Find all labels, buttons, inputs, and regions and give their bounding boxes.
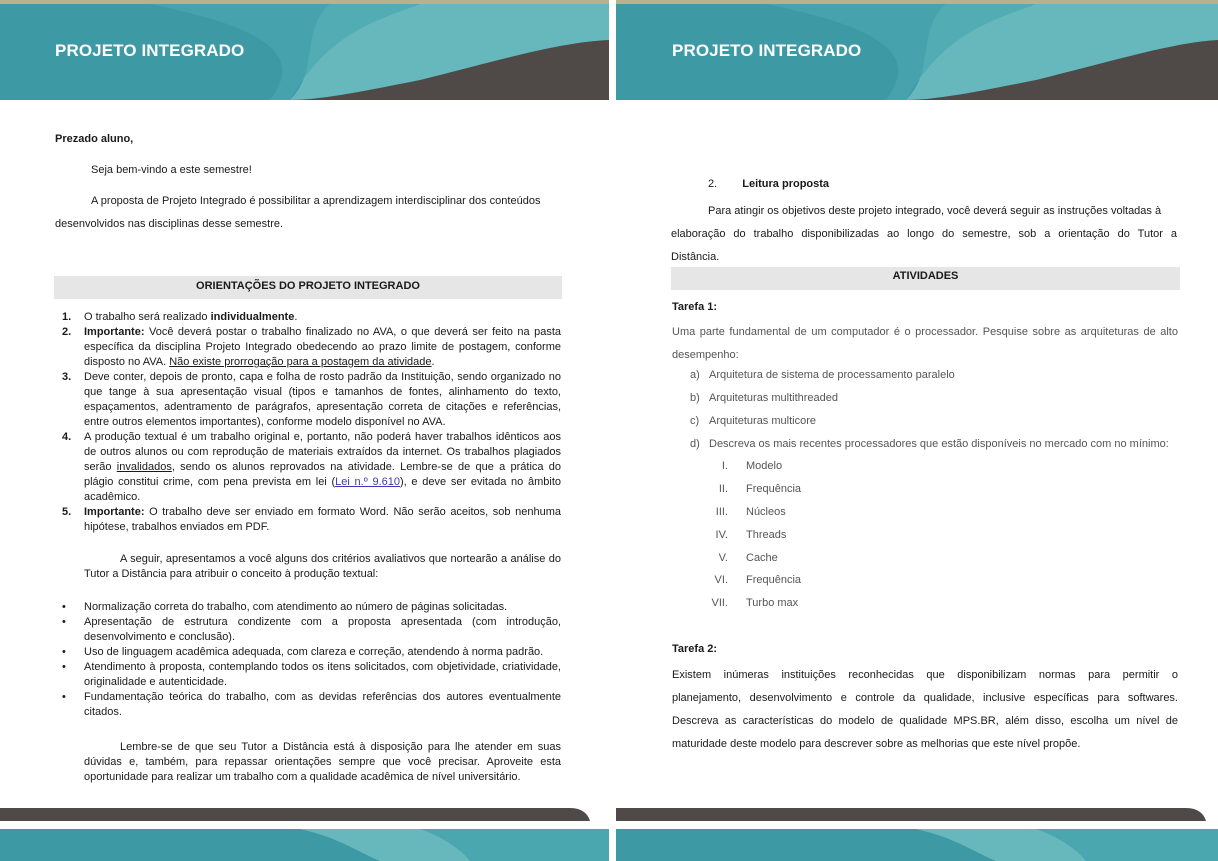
- task-2-description: Existem inúmeras instituições reconhecidas que disponibilizam normas para permitir o planejamento, desenvolvimento e controle da qualidade, inclusive específicas para softwares. Descreva as características do modelo de qualidade MPS.BR, além disso, escolha um nível de maturidade deste modelo para descrever sobre as melhorias que este nível propõe.: [672, 669, 1178, 750]
- subitem-text: Cache: [746, 552, 778, 564]
- criteria-item: • Fundamentação teórica do trabalho, com as devidas referências dos autores eventualmente citados.: [54, 690, 561, 720]
- option-text: Descreva os mais recentes processadores que estão disponíveis no mercado com no mínimo:: [709, 438, 1169, 450]
- subitem-text: Turbo max: [746, 597, 799, 609]
- subitem-mark: I.: [721, 460, 728, 472]
- section-title: Leitura proposta: [742, 178, 830, 190]
- activities-title: ATIVIDADES: [892, 270, 959, 282]
- law-link[interactable]: Lei n.º 9.610: [335, 476, 400, 488]
- closing-paragraph: Lembre-se de que seu Tutor a Distância está à disposição para lhe atender em suas dúvidas e, também, para repassar orientações sempre que você precisar. Aproveite esta oportunidade para realizar um trabalho com a qualidade acadêmica de nível universitário.: [84, 741, 561, 783]
- section-number: 2.: [708, 178, 718, 190]
- header-title: PROJETO INTEGRADO: [55, 41, 245, 60]
- intro-line-2: desenvolvidos nas disciplinas desse semestre.: [55, 218, 284, 230]
- letter-intro: [55, 132, 561, 232]
- task-1-title: Tarefa 1:: [672, 301, 718, 313]
- orientation-item: 3. Deve conter, depois de pronto, capa e folha de rosto padrão da Instituição, sendo organizado no que tange à sua apresentação visual (tipos e tamanhos de fontes, alinhamento do texto, espaçamentos, adentramento de parágrafos, apresentação correta de citações e referências, entre outros elementos importantes), conforme modelo disponível no AVA.: [62, 371, 561, 428]
- page-header-banner: [0, 0, 609, 100]
- subitem-text: Frequência: [746, 483, 802, 495]
- subitem-text: Modelo: [746, 460, 783, 472]
- orientation-item: 4. A produção textual é um trabalho original e, portanto, não poderá haver trabalhos idênticos aos de outros alunos ou com reprodução de materiais extraídos da internet. Os trabalhos plagiados serão invalidados, sendo os alunos reprovados na atividade. Lembre-se de que a prática do plágio constitui crime, com pena prevista em lei (Lei n.º 9.610), e deve ser evitada no âmbito acadêmico.: [62, 431, 562, 503]
- task-2-title: Tarefa 2:: [672, 643, 718, 655]
- criteria-list: [54, 600, 561, 720]
- orientation-item: 1. O trabalho será realizado individualmente.: [62, 311, 298, 323]
- task-2: [672, 642, 1178, 657]
- option-text: Arquiteturas multithreaded: [709, 392, 839, 404]
- option-text: Arquitetura de sistema de processamento paralelo: [709, 369, 955, 381]
- greeting: Prezado aluno,: [55, 133, 134, 145]
- reading-paragraph: Para atingir os objetivos deste projeto integrado, você deverá seguir as instruções voltadas à elaboração do trabalho disponibilizadas ao longo do semestre, sob a orientação do Tutor a Distância.: [671, 205, 1177, 263]
- page-footer-banner: [0, 808, 609, 861]
- criteria-intro: A seguir, apresentamos a você alguns dos critérios avaliativos que nortearão a análise do Tutor a Distância para atribuir o conceito à produção textual:: [84, 553, 561, 580]
- subitem-text: Threads: [746, 529, 787, 541]
- criteria-item: • Normalização correta do trabalho, com atendimento ao número de páginas solicitadas.: [54, 600, 561, 615]
- subitem-mark: II.: [718, 483, 728, 495]
- subitem-text: Núcleos: [746, 506, 786, 518]
- footer-wave-graphic: [616, 808, 1218, 861]
- subitem-mark: VI.: [714, 574, 728, 586]
- criteria-item: • Apresentação de estrutura condizente com a proposta apresentada (com introdução, desenvolvimento e conclusão).: [54, 615, 561, 645]
- welcome-line: Seja bem-vindo a este semestre!: [91, 164, 252, 176]
- subitem-mark: VII.: [711, 597, 728, 609]
- section-title-bar: [54, 276, 562, 299]
- orientation-item: 5. Importante: O trabalho deve ser enviado em formato Word. Não serão aceitos, sob nenhuma hipótese, trabalhos enviados em PDF.: [62, 506, 561, 533]
- option-mark: b): [690, 392, 700, 404]
- footer-wave-graphic: [0, 808, 609, 861]
- subitem-mark: III.: [715, 506, 728, 518]
- subitem-mark: V.: [718, 552, 728, 564]
- section-title: ORIENTAÇÕES DO PROJETO INTEGRADO: [196, 280, 420, 292]
- intro-line-1: A proposta de Projeto Integrado é possibilitar a aprendizagem interdisciplinar dos conteúdos: [91, 195, 541, 207]
- header-title: PROJETO INTEGRADO: [672, 41, 862, 60]
- orientation-list: [54, 310, 561, 535]
- criteria-item: • Atendimento à proposta, contemplando todos os itens solicitados, com objetividade, criatividade, originalidade e autenticidade.: [54, 660, 561, 690]
- orientation-item: 2. Importante: Você deverá postar o trabalho finalizado no AVA, o que deverá ser feito na pasta específica da disciplina Projeto Integrado obedecendo ao prazo limite de postagem, conforme disposto no AVA. Não existe prorrogação para a postagem da atividade.: [62, 326, 561, 368]
- document-page-right: [616, 0, 1218, 861]
- option-mark: c): [690, 415, 700, 427]
- subitem-mark: IV.: [715, 529, 728, 541]
- subitem-text: Frequência: [746, 574, 802, 586]
- criteria-item: • Uso de linguagem acadêmica adequada, com clareza e correção, atendendo à norma padrão.: [54, 645, 561, 660]
- option-mark: a): [690, 369, 700, 381]
- option-text: Arquiteturas multicore: [709, 415, 816, 427]
- task-1-description: Uma parte fundamental de um computador é o processador. Pesquise sobre as arquiteturas de alto desempenho:: [672, 326, 1178, 361]
- page-footer-banner: [616, 808, 1218, 861]
- option-mark: d): [690, 438, 700, 450]
- page-gap: [609, 0, 616, 861]
